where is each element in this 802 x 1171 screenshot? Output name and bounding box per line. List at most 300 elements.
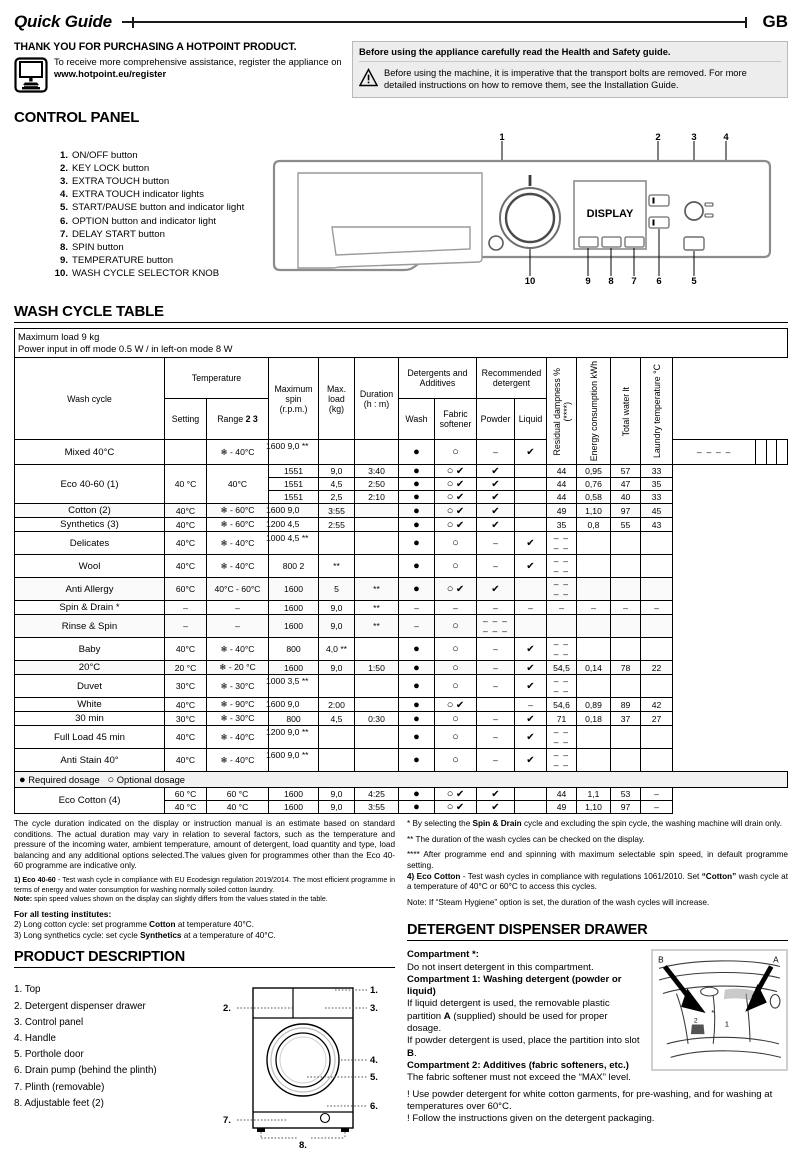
required-dosage-marker: ● [413,712,420,725]
dash-marker: – [493,602,498,613]
dash-marker: – [493,732,498,743]
cell-energy [577,675,611,698]
check-marker: ✔ [455,466,465,478]
cell-range: ❄ - 40°C 1600 9,0 ** [207,440,269,465]
table-row [15,726,788,749]
note-eco-cotton-label: 4) Eco Cotton [407,872,461,882]
cell-duration: 4:25 [355,788,399,801]
optional-dosage-marker: ○ [452,680,459,693]
cell-range: 60 °C [207,788,269,801]
optional-dosage-marker: ○ [446,698,454,711]
header-energy-consumption: Energy consumption kWh [577,358,611,465]
compartment-2-text: The fabric softener must not exceed the “MAX” level. [407,1072,631,1084]
cell-laundry-temp [641,638,673,661]
cell-liquid [515,478,547,491]
cell-energy [756,440,767,465]
note-inst-2 [14,920,395,930]
cell-max-load: 2:00 [319,698,355,712]
monitor-icon [14,57,48,93]
dispenser-bang-1: ! Use powder detergent for white cotton garments, for pre-washing, and for washing at temperatures over 60°C. [407,1088,773,1112]
cell-setting: 40 °C [165,801,207,814]
washing-machine-diagram [215,976,395,1166]
cell-residual-dampness [547,675,577,698]
cell-wash-cycle: Anti Allergy [15,578,165,601]
cell-wash-dosage [399,555,435,578]
check-marker: ✔ [526,447,535,459]
check-marker: ✔ [491,519,500,531]
cell-duration: ** [355,615,399,638]
cell-liquid [515,532,547,555]
note-inst-2-pre: 2) Long cotton cycle: set programme [14,919,150,929]
header-powder: Powder [477,399,515,440]
cell-duration [355,698,399,712]
cell-water: 53 [611,788,641,801]
cell-setting: 30°C [165,675,207,698]
control-panel-section [14,133,788,290]
svg-text:2: 2 [655,133,661,143]
required-dosage-marker: ● [19,774,26,787]
header-max-load: Max. load (kg) [319,358,355,440]
note-inst-3 [14,931,395,941]
cell-wash-dosage [399,698,435,712]
cell-softener-dosage [435,675,477,698]
cp-item-4-number: 4. [59,189,68,201]
wash-cycle-table-heading: WASH CYCLE TABLE [14,303,788,323]
cell-setting: 20 °C [165,661,207,675]
locale-code: GB [762,12,788,31]
header-wash: Wash [399,399,435,440]
note-inst-3-pre: 3) Long synthetics cycle: set cycle [14,931,141,941]
header-wash-cycle: Wash cycle [15,358,165,440]
cell-max-load [319,726,355,749]
cell-powder [477,615,515,638]
table-row [15,504,788,518]
optional-dosage-marker: ○ [452,754,459,767]
dash-marker: – [493,713,498,724]
cell-laundry-temp [641,578,673,601]
cell-energy: 0,95 [577,465,611,478]
cell-powder [477,518,515,532]
header-detergents: Detergents and Additives [399,358,477,399]
cell-energy: 0,58 [577,491,611,504]
page-header [14,0,788,32]
cell-wash-cycle: Spin & Drain * [15,601,165,615]
cell-powder [477,532,515,555]
svg-text:6.: 6. [370,1101,378,1113]
header-residual-dampness: Residual dampness % (****) [547,358,577,465]
cell-duration [355,726,399,749]
svg-text:*: * [711,1008,715,1018]
cell-range: ❄ - 40°C [207,638,269,661]
cell-duration: 0:30 [355,712,399,726]
cell-wash-dosage [399,661,435,675]
cell-laundry-temp [641,532,673,555]
optional-dosage-marker: ○ [446,583,454,596]
cp-item-9-number: 9. [59,255,68,267]
cell-residual-dampness: 54,5 [547,661,577,675]
cell-wash-dosage [399,788,435,801]
optional-dosage-marker: ○ [446,465,454,478]
check-marker: ✔ [526,732,535,744]
cell-water [611,749,641,772]
cell-max-load [319,440,355,465]
table-row [15,465,788,478]
cell-softener-dosage [435,504,477,518]
cp-item-5 [54,201,264,214]
cell-energy: 0,76 [577,478,611,491]
table-row [15,661,788,675]
cell-wash-cycle: Anti Stain 40° [15,749,165,772]
cell-energy: 0,8 [577,518,611,532]
required-dosage-marker: ● [413,446,420,459]
cell-max-load: 3:55 [319,504,355,518]
dash-group-marker: – – – – [553,676,570,697]
header-liquid: Liquid [515,399,547,440]
svg-text:3: 3 [691,133,697,143]
cell-range: ❄ - 90°C 1600 9,0 [207,698,269,712]
cell-setting: 40°C [165,698,207,712]
compartment-star-text: Do not insert detergent in this compartment. [407,961,594,973]
cell-max-spin: 800 [269,638,319,661]
check-marker: ✔ [455,802,465,814]
cell-softener-dosage [435,638,477,661]
cp-item-10-number: 10. [54,268,68,280]
cell-max-spin: 1600 [269,578,319,601]
cell-residual-dampness [673,440,756,465]
cell-laundry-temp [641,749,673,772]
note-spin-text: spin speed values shown on the display can slightly differs from the values stated in the table. [32,894,328,903]
note-eco-cotton-cycle: “Cotton” [701,872,737,882]
cell-softener-dosage [435,532,477,555]
cell-energy: 0,18 [577,712,611,726]
note-eco-4060-label: 1) Eco 40-60 [14,876,56,885]
note-eco-cotton-text2: wash cycle at a temperature of 40°C or 60°C to access this cycles. [407,872,788,892]
legend-cell: ● Required dosage ○ Optional dosage [15,772,788,788]
cell-max-spin: 1551 [269,478,319,491]
table-load-info-row [15,329,788,358]
optional-dosage-marker: ○ [446,518,454,531]
dash-marker: – [493,644,498,655]
note-steam-hygiene: Note: If “Steam Hygiene” option is set, the duration of the wash cycles will increase. [407,897,710,907]
header-max-spin: Maximum spin (r.p.m.) [269,358,319,440]
table-header-row-1 [15,358,788,399]
cell-max-load: 9,0 [319,615,355,638]
cell-softener-dosage [435,698,477,712]
partition-a-label: A [443,1010,451,1022]
cell-liquid [515,601,547,615]
cell-wash-cycle: 30 min [15,712,165,726]
required-dosage-marker: ● [413,680,420,693]
table-row [15,712,788,726]
svg-text:7: 7 [631,276,637,285]
dash-marker: – [493,662,498,673]
cell-max-load [319,675,355,698]
note-inst-3-post: at a temperature of 40°C. [181,931,276,941]
cell-wash-cycle: Rinse & Spin [15,615,165,638]
cell-max-load: 4,0 ** [319,638,355,661]
cell-water: 37 [611,712,641,726]
cell-duration: 2:50 [355,478,399,491]
cell-powder [477,578,515,601]
cell-wash-cycle: Eco 40-60 (1) [15,465,165,504]
cell-powder [477,478,515,491]
dash-marker: – [493,755,498,766]
cell-liquid [515,615,547,638]
cell-range: ❄ - 40°C 1000 4,5 ** [207,532,269,555]
check-marker: ✔ [491,479,500,491]
cell-wash-dosage [399,440,435,465]
cell-wash-cycle: 20°C [15,661,165,675]
cell-energy [577,578,611,601]
check-marker: ✔ [455,492,465,504]
register-text [54,56,342,93]
cell-wash-dosage [399,504,435,518]
cell-softener-dosage [435,440,477,465]
cp-item-6-number: 6. [59,215,68,227]
svg-text:1.: 1. [370,985,378,997]
compartment-1-text-d: . [413,1047,417,1059]
cell-water [611,578,641,601]
check-marker: ✔ [526,681,535,693]
cp-item-1-label: ON/OFF button [72,149,138,161]
register-url[interactable]: www.hotpoint.eu/register [54,68,167,80]
cell-setting [165,440,207,465]
cp-item-9-label: TEMPERATURE button [72,255,174,267]
cell-softener-dosage [435,555,477,578]
cell-softener-dosage [435,801,477,814]
cell-setting: 40°C [165,749,207,772]
cell-setting: 40°C [165,726,207,749]
required-dosage-marker: ● [413,754,420,767]
dash-marker: – [559,602,564,613]
cell-residual-dampness [547,726,577,749]
cell-powder [477,675,515,698]
cell-range: ❄ - 30°C 1000 3,5 ** [207,675,269,698]
note-spin-label: Note: [14,894,33,903]
note-eco-4060 [14,876,395,903]
cell-range: ❄ - 30°C [207,712,269,726]
cell-water [611,675,641,698]
note-star [407,819,788,829]
cell-softener-dosage [435,749,477,772]
check-marker: ✔ [491,492,500,504]
cell-water: 57 [611,465,641,478]
cell-range: 40 °C [207,801,269,814]
cell-residual-dampness: 49 [547,801,577,814]
check-marker: ✔ [491,789,500,801]
cp-item-1 [54,149,264,162]
check-marker: ✔ [491,466,500,478]
control-panel-legend-list [14,143,264,281]
table-row [15,615,788,638]
check-marker: ✔ [526,644,535,656]
cell-softener-dosage [435,726,477,749]
cell-wash-cycle: Delicates [15,532,165,555]
control-panel-heading: CONTROL PANEL [14,109,140,126]
cp-item-3 [54,175,264,188]
note-eco-4060-text: - Test wash cycle in compliance with EU Ecodesign regulation 2019/2014. The most efficient programme in terms of energy and water consumption for washing normally soiled cotton laundry. [14,876,396,894]
cell-setting: 40°C [165,532,207,555]
required-dosage-marker: ● [413,661,420,674]
check-marker: ✔ [526,713,535,725]
cell-setting: 60°C [165,578,207,601]
note-star-post: cycle and excluding the spin cycle, the washing machine will drain only. [521,819,782,829]
cell-max-spin: 800 2 [269,555,319,578]
label-a: A [773,955,779,965]
svg-text:2: 2 [693,1017,698,1025]
cell-range: 40°C [207,465,269,504]
pd-item-4: 4. Handle [14,1032,56,1044]
cell-energy: 0,14 [577,661,611,675]
check-marker: ✔ [455,505,465,517]
footnotes [14,819,788,947]
header-fabric-softener: Fabric softener [435,399,477,440]
cell-energy [577,638,611,661]
svg-text:1: 1 [499,133,505,143]
cell-wash-dosage [399,578,435,601]
required-dosage-marker: ● [413,504,420,517]
safety-warning-title: Before using the appliance carefully read the Health and Safety guide. [359,46,781,62]
header-temperature: Temperature [165,358,269,399]
cell-residual-dampness: 44 [547,465,577,478]
cell-residual-dampness: 54,6 [547,698,577,712]
cell-residual-dampness [547,555,577,578]
required-dosage-marker: ● [413,698,420,711]
optional-dosage-marker: ○ [452,446,459,459]
cp-item-4 [54,188,264,201]
cell-softener-dosage [435,578,477,601]
cell-liquid [515,465,547,478]
cell-residual-dampness [547,615,577,638]
svg-text:7.: 7. [223,1115,231,1127]
cell-liquid [515,675,547,698]
cell-liquid [515,788,547,801]
cell-range: 40°C - 60°C [207,578,269,601]
cell-max-spin: 800 [269,712,319,726]
dash-group-marker: – – – – [553,639,570,660]
cell-laundry-temp: – [641,788,673,801]
header-duration: Duration (h : m) [355,358,399,440]
required-dosage-marker: ● [413,731,420,744]
cell-laundry-temp: 33 [641,465,673,478]
check-marker: ✔ [526,561,535,573]
cell-max-load [319,749,355,772]
compartment-1-head: Compartment 1: Washing detergent (powder or liquid) [407,973,622,998]
optional-dosage-marker: ○ [452,537,459,550]
cell-energy: 1,10 [577,504,611,518]
compartment-1-text-a: If liquid detergent is used, the removable plastic partition [407,998,610,1022]
cell-softener-dosage [435,788,477,801]
cell-water: 97 [611,504,641,518]
cell-max-load: 5 [319,578,355,601]
dash-marker: – [591,602,596,613]
cell-duration [355,440,399,465]
product-description-heading: PRODUCT DESCRIPTION [14,949,395,968]
optional-dosage-marker: ○ [452,620,459,633]
cp-item-4-label: EXTRA TOUCH indicator lights [72,189,204,201]
note-inst-2-cycle: Cotton [149,919,176,929]
cell-softener-dosage [435,601,477,615]
cell-residual-dampness: 44 [547,788,577,801]
required-dosage-marker: ● [413,643,420,656]
warning-triangle-icon [359,68,378,87]
pd-item-3: 3. Control panel [14,1016,84,1028]
cell-wash-dosage [399,532,435,555]
dash-group-marker: – – – – [553,556,570,577]
dash-marker: – [493,561,498,572]
cell-softener-dosage [435,518,477,532]
dash-marker: – [453,602,458,613]
cell-max-load: 4,5 [319,478,355,491]
cell-energy: 1,1 [577,788,611,801]
table-legend-row [15,772,788,788]
cell-wash-cycle: Duvet [15,675,165,698]
dash-group-marker: – – – – [553,750,570,771]
dash-marker: – [493,538,498,549]
check-marker: ✔ [455,479,465,491]
check-marker: ✔ [455,789,465,801]
pd-item-6: 6. Drain pump (behind the plinth) [14,1065,157,1077]
cell-liquid [515,440,547,465]
cell-laundry-temp [777,440,788,465]
cell-powder [477,440,515,465]
cell-laundry-temp [641,675,673,698]
cell-duration: 2:10 [355,491,399,504]
cell-range: – [207,601,269,615]
optional-dosage-marker: ○ [446,491,454,504]
cell-softener-dosage [435,615,477,638]
cell-laundry-temp: 45 [641,504,673,518]
cell-duration [355,638,399,661]
cell-softener-dosage [435,478,477,491]
pd-item-8: 8. Adjustable feet (2) [14,1097,104,1109]
check-marker: ✔ [491,505,500,517]
cell-setting: 40°C [165,518,207,532]
cell-max-load: 9,0 [319,801,355,814]
cell-softener-dosage [435,661,477,675]
cell-max-spin: 1600 [269,801,319,814]
cell-water [611,555,641,578]
pd-item-7: 7. Plinth (removable) [14,1081,105,1093]
cell-residual-dampness [547,578,577,601]
cell-setting: 40°C [165,504,207,518]
cell-setting: 30°C [165,712,207,726]
cell-range: ❄ - 60°C 1200 4,5 [207,518,269,532]
cell-energy: 0,89 [577,698,611,712]
cell-laundry-temp: 27 [641,712,673,726]
cell-softener-dosage [435,712,477,726]
dash-group-marker: – – – – [553,727,570,748]
cell-wash-dosage [399,801,435,814]
cell-residual-dampness: 44 [547,491,577,504]
cell-laundry-temp [641,555,673,578]
thank-you-title: THANK YOU FOR PURCHASING A HOTPOINT PRODUCT. [14,41,297,53]
cell-residual-dampness: 49 [547,504,577,518]
cell-max-load: 4,5 [319,712,355,726]
cell-water [611,601,641,615]
cell-wash-dosage [399,712,435,726]
header-rule [122,21,747,23]
cell-powder [477,749,515,772]
cp-item-2-number: 2. [59,162,68,174]
cell-wash-cycle: Full Load 45 min [15,726,165,749]
wash-cycle-table [14,328,788,814]
cell-range: – [207,615,269,638]
cell-wash-dosage [399,638,435,661]
cell-powder [477,801,515,814]
page-title: Quick Guide [14,12,112,31]
table-row [15,749,788,772]
